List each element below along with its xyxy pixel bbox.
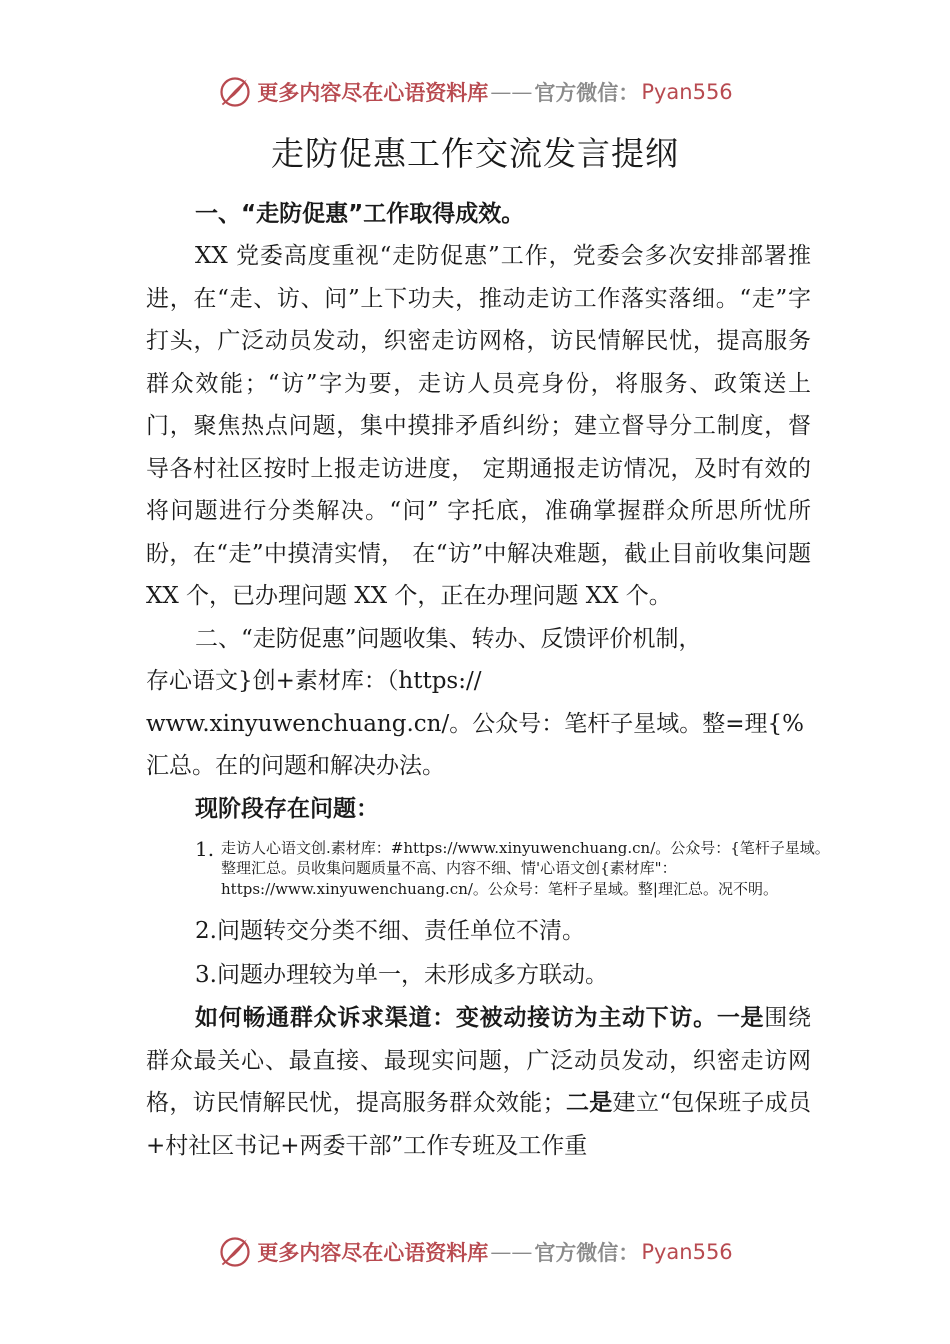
footer-wechat-label: 官方微信：: [534, 1240, 640, 1265]
document-title: 走防促惠工作交流发言提纲: [271, 134, 679, 173]
section3-lead: 如何畅通群众诉求渠道：: [195, 1005, 456, 1031]
section1-paragraph: XX 党委高度重视“走防促惠”工作，党委会多次安排部署推进，在“走、访、问”上下功夫，推动走访工作落实落细。“走”字打头，广泛动员发动，织密走访网格，访民情解民忧，提高服务群众效能；“访”字为要，走访人员亮身份，将服务、政策送上门，聚焦热点问题，集中摸排矛盾纠纷；建立督导分工制度，督导各村社区按时上报走访进度， 定期通报走访情况，及时有效的将问题进行分类解决。“问” 字托底，准确掌握群众所思所忧所盼，在“走”中摸清实情， 在“访”中解决难题，截止目前收集问题 XX 个，已办理问题 XX 个，正在办理问题 XX 个。: [146, 243, 811, 609]
banner-dash: ——: [490, 80, 533, 104]
footer-dash: ——: [490, 1240, 533, 1264]
section2-line2: 存心语文}创+素材库：（https://: [146, 668, 482, 694]
problem-item-2: 2.问题转交分类不细、责任单位不清。: [195, 918, 585, 944]
problem-item-1-number: 1.: [195, 836, 215, 861]
banner-wechat-label: 官方微信：: [534, 80, 640, 105]
footer-slogan: 更多内容尽在心语资料库: [257, 1240, 489, 1265]
footer-wechat-id: Pyan556: [641, 1240, 733, 1264]
footer-banner: [0, 1230, 950, 1274]
feather-logo-icon: [217, 1234, 253, 1270]
section2-line1: 二、“走防促惠”问题收集、转办、反馈评价机制，: [195, 625, 702, 652]
problems-heading: 现阶段存在问题：: [195, 795, 379, 822]
feather-logo-icon: [217, 74, 253, 110]
problem-item-1-text: 走访人心语文创.素材库：#https://www.xinyuwenchuang.cn/。公众号：{笔杆子星域。整理汇总。员收集问题质量不高、内容不细、情'心语文创{素材库"：https://www.xinyuwenchuang.cn/。公众号：笔杆子星域。整|理汇总。况不明。: [221, 838, 830, 898]
section3-lead-bold: 变被动接访为主动下访。一是: [455, 1004, 765, 1031]
problem-item-1: [195, 836, 830, 900]
header-banner: [0, 70, 950, 114]
section3-text2: 建立“包保班子成员+村社区书记+两委干部”工作专班及工作重: [146, 1090, 812, 1159]
section3-text1: 围绕群众最关心、最直接、最现实问题，广泛动员发动，织密走访网格，访民情解民忧，提高服务群众效能；: [146, 1005, 812, 1116]
banner-slogan: 更多内容尽在心语资料库: [257, 80, 489, 105]
section2-line4: 汇总。在的问题和解决办法。: [146, 753, 445, 779]
problem-item-3: 3.问题办理较为单一，未形成多方联动。: [195, 962, 608, 988]
banner-wechat-id: Pyan556: [641, 80, 733, 104]
section3-bold2: 二是: [565, 1089, 613, 1116]
section2-line3: www.xinyuwenchuang.cn/。公众号：笔杆子星域。整=理{%: [146, 710, 804, 737]
document-body: [146, 193, 830, 1167]
section3-paragraph: [146, 997, 811, 1167]
section1-heading: 一、“走防促惠”工作取得成效。: [195, 201, 525, 227]
